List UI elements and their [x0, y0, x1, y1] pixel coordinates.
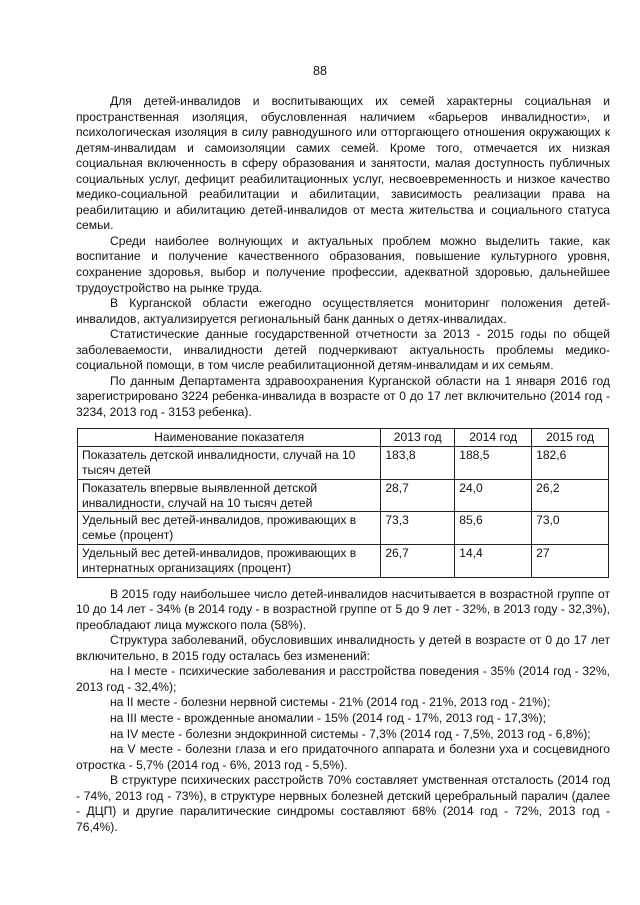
- indicator-name: Показатель детской инвалидности, случай на 10 тысяч детей: [78, 447, 381, 480]
- list-item-rank-4: на IV месте - болезни эндокринной системы - 7,3% (2014 год - 7,5%, 2013 год - 6,8%);: [110, 726, 591, 741]
- value-2014: 24,0: [455, 479, 532, 512]
- value-2014: 85,6: [455, 512, 532, 545]
- table-header-row: [78, 429, 609, 447]
- value-2014: 14,4: [455, 545, 532, 578]
- paragraph-age-groups: В 2015 году наибольшее число детей-инвалидов насчитывается в возрастной группе от 10 до 14 лет - 34% (в 2014 году - в возрастной группе от 5 до 9 лет - 32%, в 2013 году - 32,3%), преобладают лица мужского пола (58%).: [76, 586, 610, 632]
- list-item-rank-3: на III месте - врожденные аномалии - 15% (2014 год - 17%, 2013 год - 17,3%);: [110, 711, 546, 726]
- indicator-name: Удельный вес детей-инвалидов, проживающих в интернатных организациях (процент): [78, 545, 381, 578]
- table-row: [78, 512, 609, 545]
- page-number: 88: [313, 64, 327, 78]
- header-2014: 2014 год: [455, 429, 532, 447]
- paragraph-monitoring: В Курганской области ежегодно осуществляется мониторинг положения детей-инвалидов, актуализируется региональный банк данных о детях-инвалидах.: [76, 296, 610, 326]
- indicator-name: Показатель впервые выявленной детской инвалидности, случай на 10 тысяч детей: [78, 479, 381, 512]
- list-item-rank-2: на II месте - болезни нервной системы - 21% (2014 год - 21%, 2013 год - 21%);: [110, 695, 551, 710]
- header-2013: 2013 год: [381, 429, 455, 447]
- paragraph-key-problems: Среди наиболее волнующих и актуальных проблем можно выделить такие, как воспитание и получение качественного образования, повышение культурного уровня, сохранение здоровья, выбор и получение профессии, адекватной здоровью, дальнейшее трудоустройство на рынке труда.: [76, 233, 610, 295]
- paragraph-disease-structure: Структура заболеваний, обусловивших инвалидность у детей в возрасте от 0 до 17 лет включительно, в 2015 году осталась без изменений:: [76, 633, 610, 663]
- value-2013: 183,8: [381, 447, 455, 480]
- disability-indicators-table: [77, 428, 609, 577]
- value-2015: 26,2: [532, 479, 609, 512]
- value-2015: 27: [532, 545, 609, 578]
- paragraph-isolation: Для детей-инвалидов и воспитывающих их семей характерны социальная и пространственная изоляция, обусловленная наличием «барьеров инвалидности», и психологическая изоляция в силу равнодушного или отторгающего отношения окружающих к детям-инвалидам и самоизоляции самих семей. Кроме того, отмечается их низкая социальная включенность в сферу образования и занятости, малая доступность публичных социальных услуг, дефицит реабилитационных услуг, несвоевременность и низкое качество медико-социальной реабилитации и абилитации, зависимость реализации права на реабилитацию и абилитацию детей-инвалидов от места жительства и социального статуса семьи.: [76, 94, 610, 233]
- table-row: [78, 447, 609, 480]
- value-2015: 73,0: [532, 512, 609, 545]
- paragraph-statistics: Статистические данные государственной отчетности за 2013 - 2015 годы по общей заболеваемости, инвалидности детей подчеркивают актуальность проблемы медико-социальной помощи, в том числе реабилитационной детям-инвалидам и их семьям.: [76, 327, 610, 373]
- value-2013: 28,7: [381, 479, 455, 512]
- header-indicator-name: Наименование показателя: [78, 429, 381, 447]
- value-2014: 188,5: [455, 447, 532, 480]
- indicator-name: Удельный вес детей-инвалидов, проживающих в семье (процент): [78, 512, 381, 545]
- page-content: [76, 94, 610, 835]
- paragraph-registered-children: По данным Департамента здравоохранения Курганской области на 1 января 2016 год зарегистрировано 3224 ребенка-инвалида в возрасте от 0 до 17 лет включительно (2014 год - 3234, 2013 год - 3153 ребенка).: [76, 373, 610, 419]
- header-2015: 2015 год: [532, 429, 609, 447]
- table-row: [78, 545, 609, 578]
- list-item-rank-1: на I месте - психические заболевания и расстройства поведения - 35% (2014 год - 32%, 2013 год - 32,4%);: [76, 664, 610, 694]
- list-item-rank-5: на V месте - болезни глаза и его придаточного аппарата и болезни уха и сосцевидного отростка - 5,7% (2014 год - 6%, 2013 год - 5,5%).: [76, 742, 610, 772]
- table-row: [78, 479, 609, 512]
- value-2015: 182,6: [532, 447, 609, 480]
- paragraph-mental-disorders: В структуре психических расстройств 70% составляет умственная отсталость (2014 год - 74%, 2013 год - 73%), в структуре нервных болезней детский церебральный паралич (далее - ДЦП) и другие паралитические синдромы составляют 68% (2014 год - 72%, 2013 год - 76,4%).: [76, 773, 610, 834]
- value-2013: 73,3: [381, 512, 455, 545]
- value-2013: 26,7: [381, 545, 455, 578]
